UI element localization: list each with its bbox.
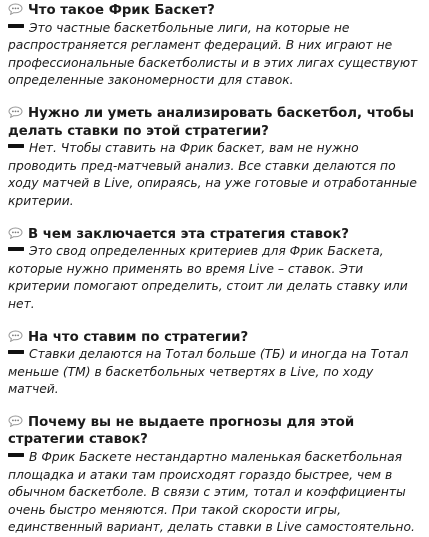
faq-answer <box>8 449 421 537</box>
faq-question <box>8 329 421 347</box>
faq-question-text: В чем заключается эта стратегия ставок? <box>28 226 349 242</box>
faq-answer <box>8 140 421 210</box>
faq-answer-text: Это свод определенных критериев для Фрик Баскета, которые нужно применять во время Live – ставок. Эти критерии помогают определить, стоит ли делать ставку или нет. <box>8 244 408 311</box>
faq-question-text: Что такое Фрик Баскет? <box>28 3 215 18</box>
faq-answer <box>8 243 421 313</box>
speech-bubble-icon <box>8 106 23 118</box>
faq-answer-text: В Фрик Баскете нестандартно маленькая баскетбольная площадка и атаки там происходят гораздо быстрее, чем в обычном баскетболе. В связи с этим, тотал и коэффициенты очень быстро меняются. При такой скорости игры, единственный вариант, делать ставки в Live самостоятельно. <box>8 450 415 535</box>
faq-answer-text: Нет. Чтобы ставить на Фрик баскет, вам не нужно проводить пред-матчевый анализ. Все ставки делаются по ходу матчей в Live, опираясь, на уже готовые и отработанные критерии. <box>8 141 417 208</box>
faq-answer <box>8 20 421 90</box>
heavy-minus-icon <box>8 144 24 148</box>
heavy-minus-icon <box>8 247 24 251</box>
faq-answer-text: Это частные баскетбольные лиги, на которые не распространяется регламент федераций. В них играют не профессиональные баскетболисты и в этих лигах существуют определенные закономерности для ставок. <box>8 20 418 88</box>
faq-answer <box>8 346 421 399</box>
faq-question <box>8 226 421 244</box>
speech-bubble-icon <box>8 227 23 239</box>
heavy-minus-icon <box>8 350 24 354</box>
faq-answer-text: Ставки делаются на Тотал больше (ТБ) и иногда на Тотал меньше (ТМ) в баскетбольных четвертях в Live, по ходу матчей. <box>8 347 409 397</box>
faq-question-text: Нужно ли уметь анализировать баскетбол, чтобы делать ставки по этой стратегии? <box>8 105 414 139</box>
faq-question-text: Почему вы не выдаете прогнозы для этой стратегии ставок? <box>8 414 355 448</box>
faq-item <box>8 226 421 314</box>
faq-item <box>8 2 421 90</box>
faq-question <box>8 414 421 449</box>
heavy-minus-icon <box>8 24 24 28</box>
faq-item <box>8 105 421 211</box>
faq-question <box>8 2 421 20</box>
faq-item <box>8 329 421 399</box>
speech-bubble-icon <box>8 330 23 342</box>
faq-question <box>8 105 421 140</box>
faq-item <box>8 414 421 537</box>
faq-question-text: На что ставим по стратегии? <box>28 329 249 345</box>
speech-bubble-icon <box>8 3 23 15</box>
heavy-minus-icon <box>8 453 24 457</box>
speech-bubble-icon <box>8 415 23 427</box>
